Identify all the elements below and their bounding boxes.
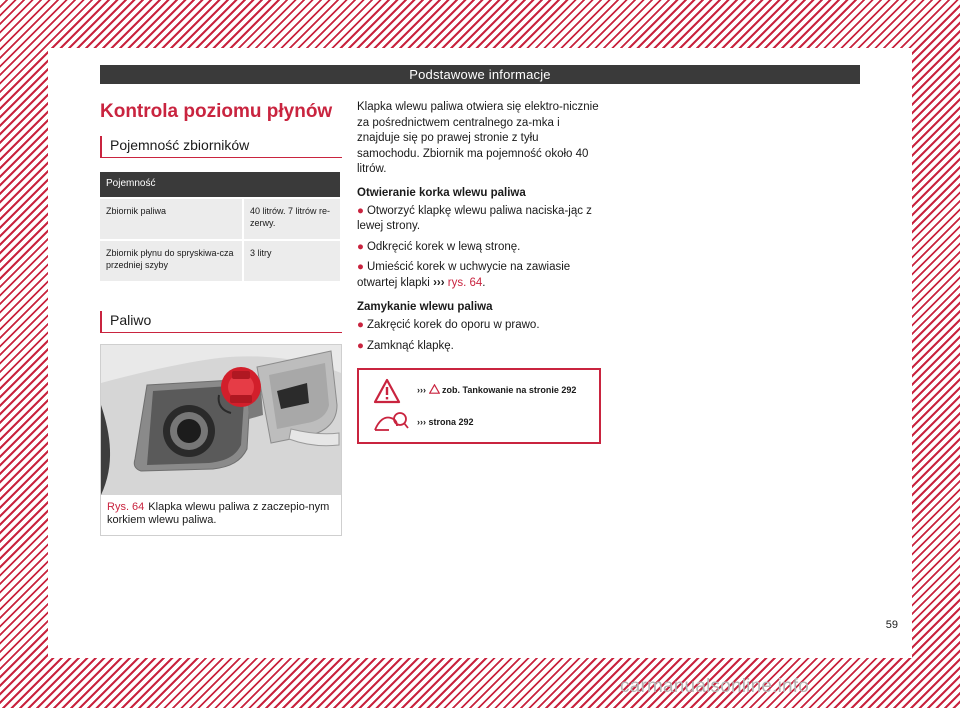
table-cell-label: Zbiornik paliwa <box>100 198 243 240</box>
subsection-fuel <box>100 311 342 333</box>
intro-paragraph: Klapka wlewu paliwa otwiera się elektro-nicznie za pośrednictwem centralnego za-mka i znajduje się po prawej stronie z tyłu samochodu. Zbiornik ma pojemność około 40 litrów. <box>357 101 599 175</box>
section-title: Kontrola poziomu płynów <box>100 101 333 122</box>
table-cell-value: 3 litry <box>243 240 340 281</box>
table-cell-label: Zbiornik płynu do spryskiwa-cza przedniej szyby <box>100 240 243 281</box>
page-header: Podstawowe informacje <box>100 65 860 84</box>
arrow-icon: ››› <box>417 417 426 427</box>
capacity-table-header: Pojemność <box>100 172 340 198</box>
bullet-icon: ● <box>357 339 364 352</box>
warning-triangle-icon <box>373 378 401 404</box>
subsection-capacity-title: Pojemność zbiorników <box>110 137 250 153</box>
fuel-flap-illustration <box>101 345 341 495</box>
list-item: ● Umieścić korek w uchwycie na zawiasie otwartej klapki ››› rys. 64. <box>357 261 571 289</box>
list-item: ● Zakręcić korek do oporu w prawo. <box>357 319 540 331</box>
bullet-icon: ● <box>357 319 364 331</box>
list-item: ● Otworzyć klapkę wlewu paliwa naciska-jąc z lewej strony. <box>357 204 592 232</box>
capacity-table <box>100 172 340 281</box>
left-column <box>100 100 342 536</box>
opening-heading: Otwieranie korka wlewu paliwa <box>357 186 526 199</box>
info-reference <box>367 408 593 438</box>
bullet-icon: ● <box>357 204 364 217</box>
small-warning-icon <box>429 384 440 394</box>
subsection-capacity <box>100 136 342 158</box>
figure-caption-text: Klapka wlewu paliwa z zaczepio-nym korkiem wlewu paliwa. <box>107 501 330 526</box>
figure-caption <box>101 495 341 535</box>
bullet-icon: ● <box>357 240 364 253</box>
warning-reference <box>367 376 593 406</box>
list-item: ● Odkręcić korek w lewą stronę. <box>357 240 521 253</box>
bullet-icon: ● <box>357 261 364 273</box>
info-reference-text[interactable]: ››› strona 292 <box>417 417 474 427</box>
table-row <box>100 240 340 281</box>
reference-box <box>357 368 601 444</box>
closing-heading: Zamykanie wlewu paliwa <box>357 301 493 313</box>
figure-ref: Rys. 64 <box>107 501 145 513</box>
subsection-fuel-title: Paliwo <box>110 312 152 328</box>
figure-fuel-flap <box>100 344 342 536</box>
arrow-icon: ››› <box>433 276 445 289</box>
table-row <box>100 198 340 240</box>
list-item: ● Zamknąć klapkę. <box>357 339 454 352</box>
warning-reference-text[interactable]: ››› zob. Tankowanie na stronie 292 <box>417 385 577 395</box>
figure-link[interactable]: rys. 64 <box>447 276 483 289</box>
middle-column <box>357 100 601 444</box>
environment-note-icon <box>373 410 409 434</box>
page-number: 59 <box>885 619 898 631</box>
table-cell-value: 40 litrów. 7 litrów re-zerwy. <box>243 198 340 240</box>
manual-page <box>48 48 912 658</box>
watermark: carmanualsonline.info <box>620 676 810 697</box>
arrow-icon: ››› <box>417 385 426 395</box>
